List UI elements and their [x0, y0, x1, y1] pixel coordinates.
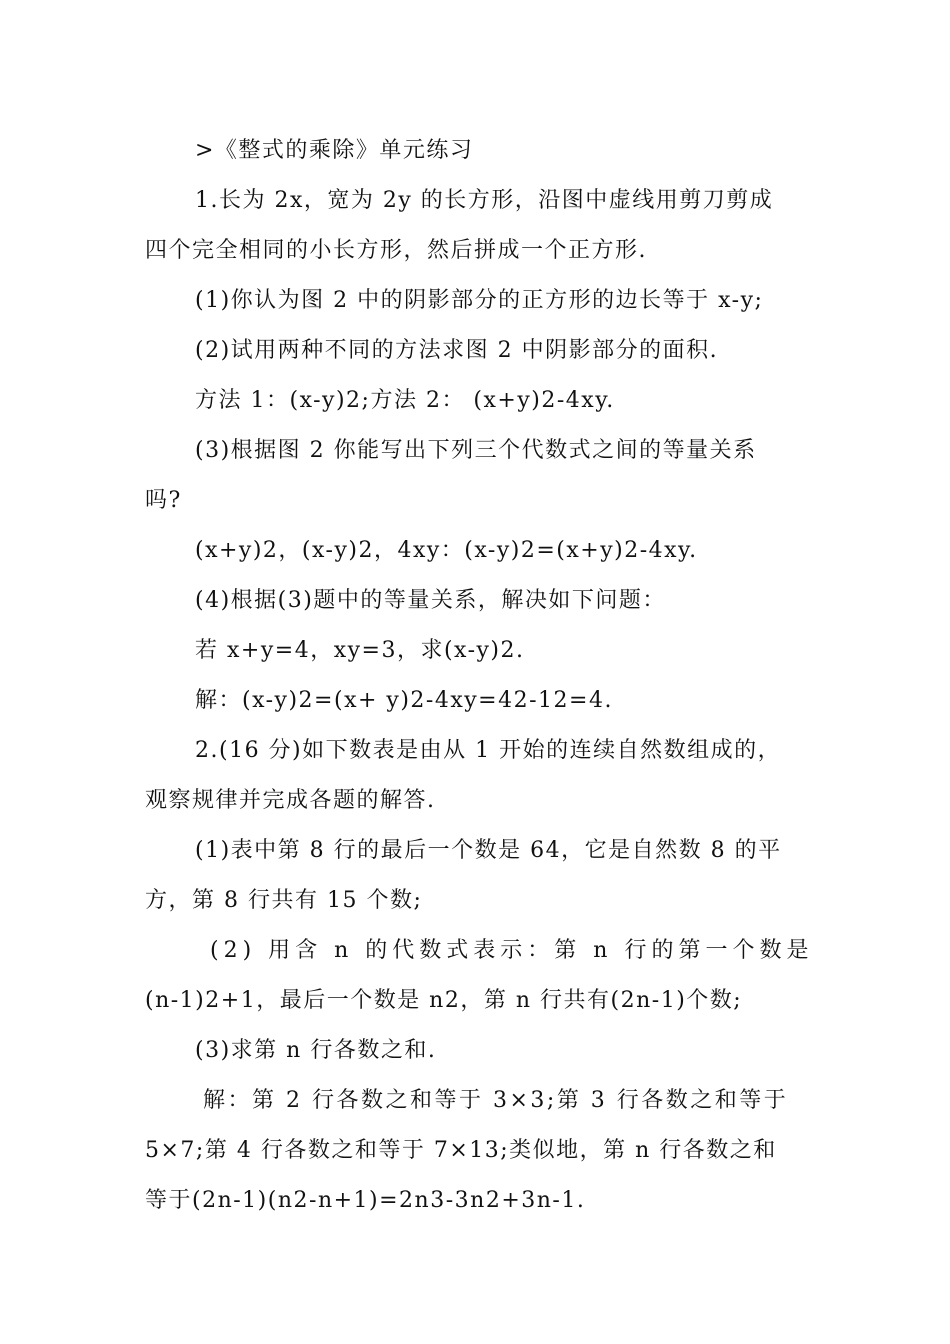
paragraph-line: 解：(x-y)2=(x+ y)2-4xy=42-12=4.: [195, 688, 613, 713]
paragraph-line: (4)根据(3)题中的等量关系，解决如下问题：: [195, 588, 666, 613]
paragraph-line: 吗?: [145, 488, 182, 513]
paragraph-line: (1)表中第 8 行的最后一个数是 64，它是自然数 8 的平: [195, 838, 782, 863]
paragraph-line: (2)试用两种不同的方法求图 2 中阴影部分的面积.: [195, 338, 719, 363]
paragraph-line: (x+y)2，(x-y)2，4xy：(x-y)2=(x+y)2-4xy.: [195, 538, 698, 563]
paragraph-line: (3)求第 n 行各数之和.: [195, 1038, 437, 1063]
document-title: >《整式的乘除》单元练习: [195, 138, 474, 163]
paragraph-line: 方法 1：(x-y)2;方法 2： (x+y)2-4xy.: [195, 388, 615, 413]
paragraph-line: (2) 用含 n 的代数式表示：第 n 行的第一个数是: [210, 938, 814, 963]
paragraph-line: 5×7;第 4 行各数之和等于 7×13;类似地，第 n 行各数之和: [145, 1138, 777, 1163]
paragraph-line: 观察规律并完成各题的解答.: [145, 788, 436, 813]
paragraph-line: 1.长为 2x，宽为 2y 的长方形，沿图中虚线用剪刀剪成: [195, 188, 774, 213]
paragraph-line: (n-1)2+1，最后一个数是 n2，第 n 行共有(2n-1)个数;: [145, 988, 743, 1013]
paragraph-line: 2.(16 分)如下数表是由从 1 开始的连续自然数组成的，: [195, 738, 782, 763]
paragraph-line: 等于(2n-1)(n2-n+1)=2n3-3n2+3n-1.: [145, 1188, 586, 1213]
paragraph-line: (3)根据图 2 你能写出下列三个代数式之间的等量关系: [195, 438, 757, 463]
paragraph-line: 若 x+y=4，xy=3，求(x-y)2.: [195, 638, 525, 663]
paragraph-line: 四个完全相同的小长方形，然后拼成一个正方形.: [145, 238, 647, 263]
paragraph-line: 方，第 8 行共有 15 个数;: [145, 888, 423, 913]
paragraph-line: (1)你认为图 2 中的阴影部分的正方形的边长等于 x-y;: [195, 288, 764, 313]
paragraph-line: 解：第 2 行各数之和等于 3×3;第 3 行各数之和等于: [203, 1088, 789, 1113]
